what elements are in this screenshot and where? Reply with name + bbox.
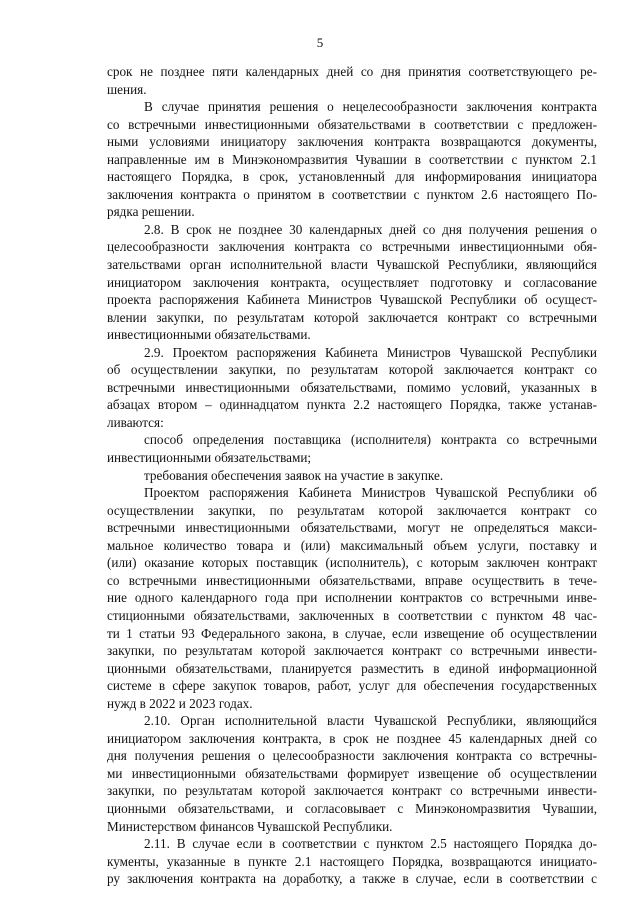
text-line: ми инвестиционными обязательствами формирует извещение об осуществлении (107, 765, 597, 781)
text-line: (или) оказание которых поставщик (исполнитель), с которым заключен контракт (107, 555, 597, 571)
text-line: закупки, по результатам которой заключается контракт со встречными инвести- (107, 643, 597, 659)
text-line: системе в сфере закупок товаров, работ, услуг для обеспечения государственных (107, 678, 597, 694)
text-line: направленные им в Минэкономразвития Чувашии в соответствии с пунктом 2.1 (107, 151, 597, 167)
text-line: кументы, указанные в пункте 2.1 настоящего Порядка, возвращаются инициато- (107, 853, 597, 869)
text-line: настоящего Порядка, в срок, установленный для информирования инициатора (107, 169, 597, 185)
text-line: проекта распоряжения Кабинета Министров Чувашской Республики об осущест- (107, 292, 597, 308)
text-line: способ определения поставщика (исполнителя) контракта со встречными (144, 432, 597, 448)
text-line: 2.8. В срок не позднее 30 календарных дней со дня получения решения о (144, 221, 597, 237)
page-number: 5 (316, 35, 324, 50)
text-line: заключения контракта о принятом в соответствии с пунктом 2.6 настоящего По- (107, 186, 597, 202)
text-line: осуществлении закупки, по результатам которой заключается контракт со (107, 502, 597, 518)
text-line: стиционными обязательствами, заключенных в соответствии с пунктом 48 час- (107, 607, 597, 623)
text-line: срок не позднее пяти календарных дней со дня принятия соответствующего ре- (107, 64, 597, 79)
document-body (107, 63, 597, 888)
text-line: инвестиционными обязательствами; (107, 450, 312, 466)
text-line: 2.9. Проектом распоряжения Кабинета Министров Чувашской Республики (144, 344, 597, 360)
text-line: ру заключения контракта на доработку, а также в случае, если в соответствии с (107, 871, 597, 887)
text-line: В случае принятия решения о нецелесообразности заключения контракта (144, 99, 597, 115)
text-line: рядка решении. (107, 204, 195, 220)
text-line: со встречными инвестиционными обязательствами, вправе осуществить в тече- (107, 572, 597, 588)
text-line: абзацах втором – одиннадцатом пункта 2.2 настоящего Порядка, также устанав- (107, 397, 597, 413)
text-line: ти 1 статьи 93 Федерального закона, в случае, если извещение об осуществлении (107, 625, 597, 641)
text-line: со встречными инвестиционными обязательствами в соответствии с предложен- (107, 116, 597, 132)
text-line: инициатором заключения контракта, в срок не позднее 45 календарных дней со (107, 730, 597, 746)
text-line: Проектом распоряжения Кабинета Министров Чувашской Республики об (144, 485, 597, 501)
text-line: целесообразности заключения контракта со встречными инвестиционными обя- (107, 239, 597, 255)
text-line: влении закупки, по результатам которой заключается контракт со встречными (107, 309, 597, 325)
text-line: дня получения решения о целесообразности заключения контракта со встречны- (107, 748, 597, 764)
text-line: ливаются: (107, 414, 164, 430)
text-line: ционными обязательствами, планируется разместить в единой информационной (107, 660, 597, 676)
text-line: 2.11. В случае если в соответствии с пунктом 2.5 настоящего Порядка до- (144, 836, 597, 852)
text-line: шения. (107, 81, 147, 97)
text-line: зательствами орган исполнительной власти Чувашской Республики, являющийся (107, 257, 597, 273)
text-line: встречными инвестиционными обязательствами, могут не определяться макси- (107, 520, 597, 536)
text-line: инициатором заключения контракта, осуществляет подготовку и согласование (107, 274, 597, 290)
text-line: Министерством финансов Чувашской Республики. (107, 818, 393, 834)
text-line: мальное количество товара и (или) максимальный объем услуги, поставку и (107, 537, 597, 553)
text-line: закупки, по результатам которой заключается контракт со встречными инвести- (107, 783, 597, 799)
text-line: ционными обязательствами, и согласовывает с Минэкономразвития Чувашии, (107, 800, 597, 816)
text-line: ние одного календарного года при исполнении контрактов со встречными инве- (107, 590, 597, 606)
text-line: нужд в 2022 и 2023 годах. (107, 695, 253, 711)
text-line: ными условиями инициатору заключения контракта возвращаются документы, (107, 134, 597, 150)
text-line: об осуществлении закупки, по результатам которой заключается контракт со (107, 362, 597, 378)
text-line: встречными инвестиционными обязательствами, помимо условий, указанных в (107, 379, 597, 395)
text-line: инвестиционными обязательствами. (107, 327, 311, 343)
text-line: требования обеспечения заявок на участие в закупке. (144, 467, 444, 483)
text-line: 2.10. Орган исполнительной власти Чувашской Республики, являющийся (144, 713, 597, 729)
